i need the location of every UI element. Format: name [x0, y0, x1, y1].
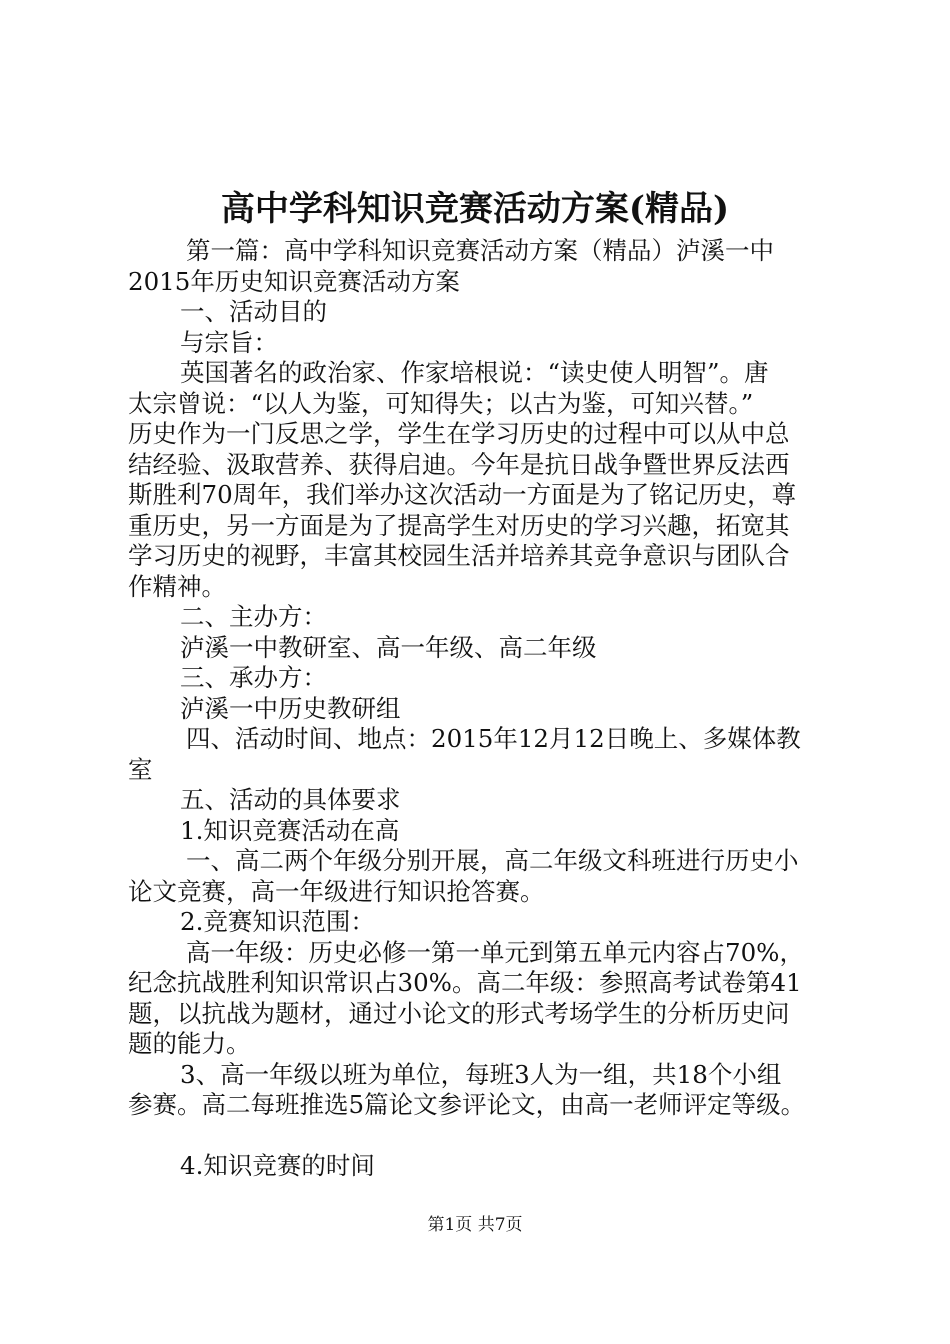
- paragraph-line: 历史作为一门反思之学，学生在学习历史的过程中可以从中总: [128, 419, 790, 448]
- paragraph-line: 论文竞赛，高一年级进行知识抢答赛。: [128, 876, 545, 906]
- paragraph-line: 学习历史的视野，丰富其校园生活并培养其竞争意识与团队合: [128, 541, 790, 570]
- section-heading: 二、主办方：: [180, 602, 327, 631]
- paragraph-line: 泸溪一中教研室、高一年级、高二年级: [180, 632, 597, 662]
- paragraph-line: 与宗旨：: [180, 327, 278, 357]
- paragraph-line: 结经验、汲取营养、获得启迪。今年是抗日战争暨世界反法西: [128, 449, 790, 479]
- paragraph-line: 英国著名的政治家、作家培根说：“读史使人明智”。唐: [180, 358, 769, 387]
- paragraph-line: 高一年级：历史必修一第一单元到第五单元内容占70%，: [186, 937, 804, 967]
- paragraph-gap: [128, 1121, 828, 1151]
- paragraph-line: 题，以抗战为题材，通过小论文的形式考场学生的分析历史问: [128, 998, 790, 1028]
- section-heading: 五、活动的具体要求: [180, 785, 401, 814]
- paragraph-line: 室: [128, 754, 153, 784]
- paragraph-line: 3、高一年级以班为单位，每班3人为一组，共18个小组: [180, 1059, 782, 1089]
- paragraph-line: 4.知识竞赛的时间: [180, 1150, 375, 1180]
- paragraph-line: 泸溪一中历史教研组: [180, 693, 401, 723]
- paragraph-line: 参赛。高二每班推选5篇论文参评论文，由高一老师评定等级。: [128, 1090, 806, 1119]
- section-heading: 四、活动时间、地点：2015年12月12日晚上、多媒体教: [186, 724, 801, 753]
- paragraph-line: 重历史，另一方面是为了提高学生对历史的学习兴趣，拓宽其: [128, 510, 790, 540]
- paragraph-line: 第一篇：高中学科知识竞赛活动方案（精品）泸溪一中: [186, 236, 774, 265]
- paragraph-line: 斯胜利70周年，我们举办这次活动一方面是为了铭记历史，尊: [128, 480, 797, 509]
- document-body: [128, 236, 828, 1181]
- paragraph-line: 2015年历史知识竞赛活动方案: [128, 266, 460, 296]
- paragraph-line: 2.竞赛知识范围：: [180, 907, 375, 936]
- paragraph-line: 题的能力。: [128, 1029, 251, 1058]
- paragraph-line: 一、高二两个年级分别开展，高二年级文科班进行历史小: [186, 846, 799, 875]
- section-heading: 三、承办方：: [180, 663, 327, 692]
- paragraph-line: 作精神。: [128, 571, 226, 601]
- paragraph-line: 纪念抗战胜利知识常识占30%。高二年级：参照高考试卷第41: [128, 968, 802, 997]
- document-title: 高中学科知识竞赛活动方案(精品): [220, 189, 730, 229]
- paragraph-line: 1.知识竞赛活动在高: [180, 815, 400, 845]
- page-footer: 第1页 共7页: [427, 1215, 523, 1235]
- section-heading: 一、活动目的: [180, 297, 327, 326]
- paragraph-line: 太宗曾说：“以人为鉴，可知得失；以古为鉴，可知兴替。”: [128, 388, 754, 418]
